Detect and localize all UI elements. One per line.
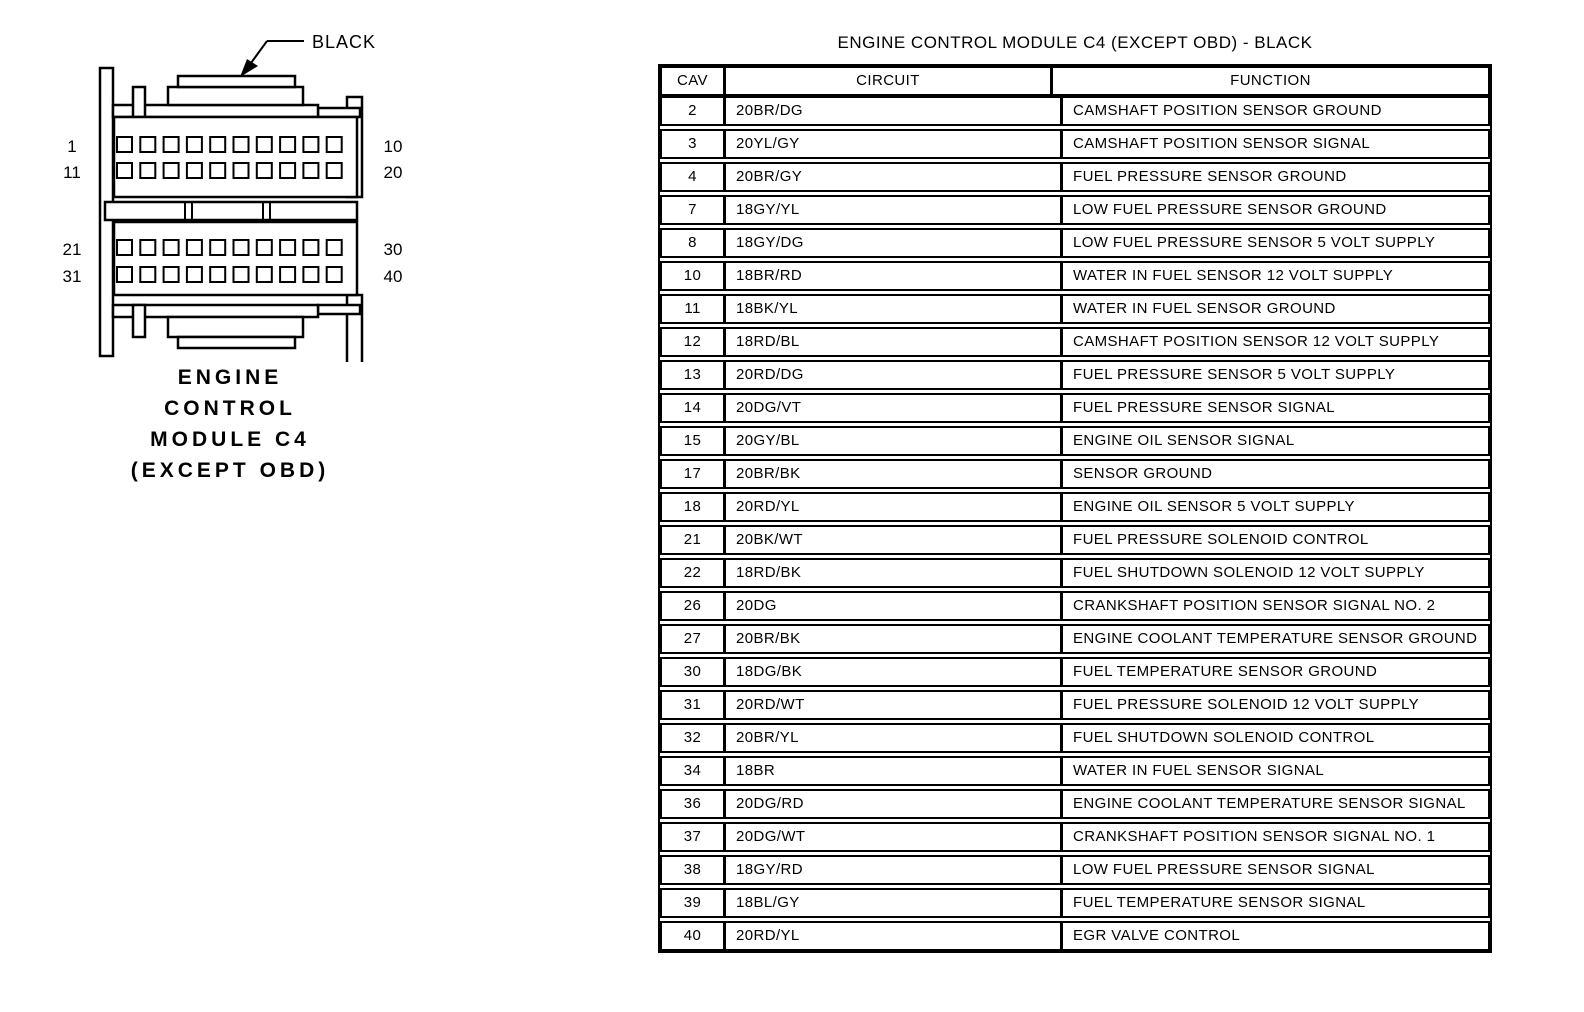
cav-cell: 31 [683,696,702,713]
connector-pin [210,163,225,178]
caption-line: CONTROL [164,397,296,420]
circuit-cell: 18BR [723,758,1060,784]
table-row [660,789,1490,819]
table-header-row [660,66,1490,96]
caption-line: ENGINE [177,366,283,389]
connector-pin [280,137,295,152]
top-cap-top [178,76,295,87]
connector-pin [117,137,132,152]
circuit-cell: 20DG/RD [723,791,1060,817]
connector-pin [280,267,295,282]
function-cell: FUEL SHUTDOWN SOLENOID CONTROL [1060,725,1488,751]
connector-pin [234,137,249,152]
circuit-cell: 20BR/BK [723,626,1060,652]
function-cell: FUEL PRESSURE SENSOR SIGNAL [1060,395,1488,421]
connector-pin [303,240,318,255]
pin-label-31: 31 [62,267,82,286]
function-cell: ENGINE OIL SENSOR SIGNAL [1060,428,1488,454]
bottom-cap-mid [168,317,303,337]
connector-pin [187,137,202,152]
top-cap-mid [168,87,303,105]
pin-label-40: 40 [383,267,403,286]
connector-pin [327,137,342,152]
table-row [660,195,1490,225]
circuit-cell: 20BR/GY [723,164,1060,190]
connector-pin [280,163,295,178]
table-title: ENGINE CONTROL MODULE C4 (EXCEPT OBD) - BLACK [837,33,1313,52]
connector-pin [164,240,179,255]
lower-housing [114,222,357,295]
pinout-section [658,33,1492,953]
circuit-cell: 18RD/BL [723,329,1060,355]
cav-cell: 34 [683,762,702,779]
function-cell: CAMSHAFT POSITION SENSOR 12 VOLT SUPPLY [1060,329,1488,355]
pin-label-30: 30 [383,240,403,259]
top-cap-right-lip [318,108,360,117]
function-cell: CAMSHAFT POSITION SENSOR GROUND [1060,98,1488,124]
connector-pin [257,240,272,255]
circuit-cell: 18BR/RD [723,263,1060,289]
connector-pin [140,163,155,178]
table-body [660,96,1490,951]
table-row [660,393,1490,423]
function-cell: FUEL TEMPERATURE SENSOR SIGNAL [1060,890,1488,916]
table-row [660,657,1490,687]
cav-cell: 32 [683,729,702,746]
table-row [660,921,1490,951]
callout-leader [251,41,267,63]
pin-label-1: 1 [67,137,77,156]
circuit-cell: 20RD/YL [723,494,1060,520]
table-row [660,624,1490,654]
table-row [660,294,1490,324]
function-cell: ENGINE OIL SENSOR 5 VOLT SUPPLY [1060,494,1488,520]
table-row [660,591,1490,621]
top-cap-tab [133,87,145,117]
cav-cell: 2 [688,102,697,119]
caption-line: (EXCEPT OBD) [130,459,330,482]
connector-caption [80,362,380,486]
callout-arrowhead [240,59,258,77]
circuit-cell: 20RD/WT [723,692,1060,718]
circuit-cell: 18GY/RD [723,857,1060,883]
circuit-cell: 20DG/VT [723,395,1060,421]
table-row [660,162,1490,192]
connector-pin [327,163,342,178]
header-circuit: CIRCUIT [723,68,1050,94]
table-row [660,327,1490,357]
circuit-cell: 18DG/BK [723,659,1060,685]
function-cell: FUEL TEMPERATURE SENSOR GROUND [1060,659,1488,685]
function-cell: LOW FUEL PRESSURE SENSOR SIGNAL [1060,857,1488,883]
connector-pin [234,163,249,178]
cav-cell: 3 [688,135,697,152]
connector-pin [210,240,225,255]
header-function: FUNCTION [1050,68,1488,94]
bottom-cap-right-lip [318,305,360,314]
function-cell: WATER IN FUEL SENSOR 12 VOLT SUPPLY [1060,263,1488,289]
pinout-table [658,64,1492,953]
cav-cell: 37 [683,828,702,845]
cav-cell: 8 [688,234,697,251]
circuit-cell: 18BK/YL [723,296,1060,322]
function-cell: ENGINE COOLANT TEMPERATURE SENSOR SIGNAL [1060,791,1488,817]
circuit-cell: 20BR/DG [723,98,1060,124]
table-row [660,459,1490,489]
function-cell: CAMSHAFT POSITION SENSOR SIGNAL [1060,131,1488,157]
connector-pin [234,240,249,255]
connector-pin [303,163,318,178]
circuit-cell: 20BR/BK [723,461,1060,487]
table-row [660,855,1490,885]
connector-pin [303,267,318,282]
table-row [660,228,1490,258]
circuit-cell: 20BR/YL [723,725,1060,751]
cav-cell: 26 [683,597,702,614]
connector-pin [234,267,249,282]
table-row [660,96,1490,126]
circuit-cell: 20BK/WT [723,527,1060,553]
pin-label-10: 10 [383,137,403,156]
cav-cell: 4 [688,168,697,185]
function-cell: LOW FUEL PRESSURE SENSOR 5 VOLT SUPPLY [1060,230,1488,256]
connector-pin [327,267,342,282]
connector-pin [117,240,132,255]
connector-pin [164,163,179,178]
cav-cell: 10 [683,267,702,284]
circuit-cell: 20RD/YL [723,923,1060,949]
connector-pin [280,240,295,255]
function-cell: FUEL SHUTDOWN SOLENOID 12 VOLT SUPPLY [1060,560,1488,586]
upper-housing [114,117,357,197]
table-row [660,492,1490,522]
circuit-cell: 20RD/DG [723,362,1060,388]
connector-pin [327,240,342,255]
connector-pin [210,137,225,152]
table-row [660,756,1490,786]
cav-cell: 40 [683,927,702,944]
cav-cell: 36 [683,795,702,812]
cav-cell: 38 [683,861,702,878]
function-cell: CRANKSHAFT POSITION SENSOR SIGNAL NO. 1 [1060,824,1488,850]
cav-cell: 27 [683,630,702,647]
cav-cell: 7 [688,201,697,218]
table-row [660,360,1490,390]
cav-cell: 18 [683,498,702,515]
caption-line: MODULE C4 [150,428,310,451]
function-cell: WATER IN FUEL SENSOR GROUND [1060,296,1488,322]
connector-color-label: BLACK [312,32,377,52]
function-cell: FUEL PRESSURE SENSOR GROUND [1060,164,1488,190]
function-cell: WATER IN FUEL SENSOR SIGNAL [1060,758,1488,784]
connector-pin [257,163,272,178]
function-cell: FUEL PRESSURE SOLENOID 12 VOLT SUPPLY [1060,692,1488,718]
cav-cell: 14 [683,399,702,416]
table-row [660,723,1490,753]
circuit-cell: 20GY/BL [723,428,1060,454]
bottom-cap-bottom [178,337,295,348]
cav-cell: 13 [683,366,702,383]
function-cell: FUEL PRESSURE SOLENOID CONTROL [1060,527,1488,553]
circuit-cell: 20DG/WT [723,824,1060,850]
cav-cell: 39 [683,894,702,911]
table-row [660,822,1490,852]
connector-pin [187,163,202,178]
header-cav: CAV [677,72,708,89]
connector-pin [117,163,132,178]
middle-band [105,202,357,220]
connector-pin [117,267,132,282]
connector-pin [140,240,155,255]
connector-pin [187,267,202,282]
cav-cell: 11 [684,300,701,317]
function-cell: EGR VALVE CONTROL [1060,923,1488,949]
circuit-cell: 20YL/GY [723,131,1060,157]
circuit-cell: 18GY/DG [723,230,1060,256]
connector-pin [257,267,272,282]
function-cell: LOW FUEL PRESSURE SENSOR GROUND [1060,197,1488,223]
circuit-cell: 20DG [723,593,1060,619]
function-cell: FUEL PRESSURE SENSOR 5 VOLT SUPPLY [1060,362,1488,388]
table-row [660,558,1490,588]
table-row [660,525,1490,555]
connector-pin [257,137,272,152]
connector-pin [164,137,179,152]
cav-cell: 17 [683,465,702,482]
circuit-cell: 18BL/GY [723,890,1060,916]
cav-cell: 21 [683,531,702,548]
cav-cell: 15 [683,432,702,449]
connector-pin [140,267,155,282]
connector-pin [140,137,155,152]
cav-cell: 22 [683,564,702,581]
connector-pin [210,267,225,282]
table-row [660,261,1490,291]
function-cell: SENSOR GROUND [1060,461,1488,487]
connector-pin [164,267,179,282]
circuit-cell: 18GY/YL [723,197,1060,223]
circuit-cell: 18RD/BK [723,560,1060,586]
connector-pin [303,137,318,152]
bottom-cap-tab [133,305,145,337]
cav-cell: 12 [683,333,702,350]
table-row [660,888,1490,918]
table-row [660,690,1490,720]
connector-diagram [60,30,430,362]
pin-label-21: 21 [62,240,82,259]
table-row [660,129,1490,159]
pin-label-20: 20 [383,163,403,182]
connector-pin [187,240,202,255]
cav-cell: 30 [683,663,702,680]
table-row [660,426,1490,456]
function-cell: ENGINE COOLANT TEMPERATURE SENSOR GROUND [1060,626,1488,652]
pin-label-11: 11 [63,163,81,182]
function-cell: CRANKSHAFT POSITION SENSOR SIGNAL NO. 2 [1060,593,1488,619]
